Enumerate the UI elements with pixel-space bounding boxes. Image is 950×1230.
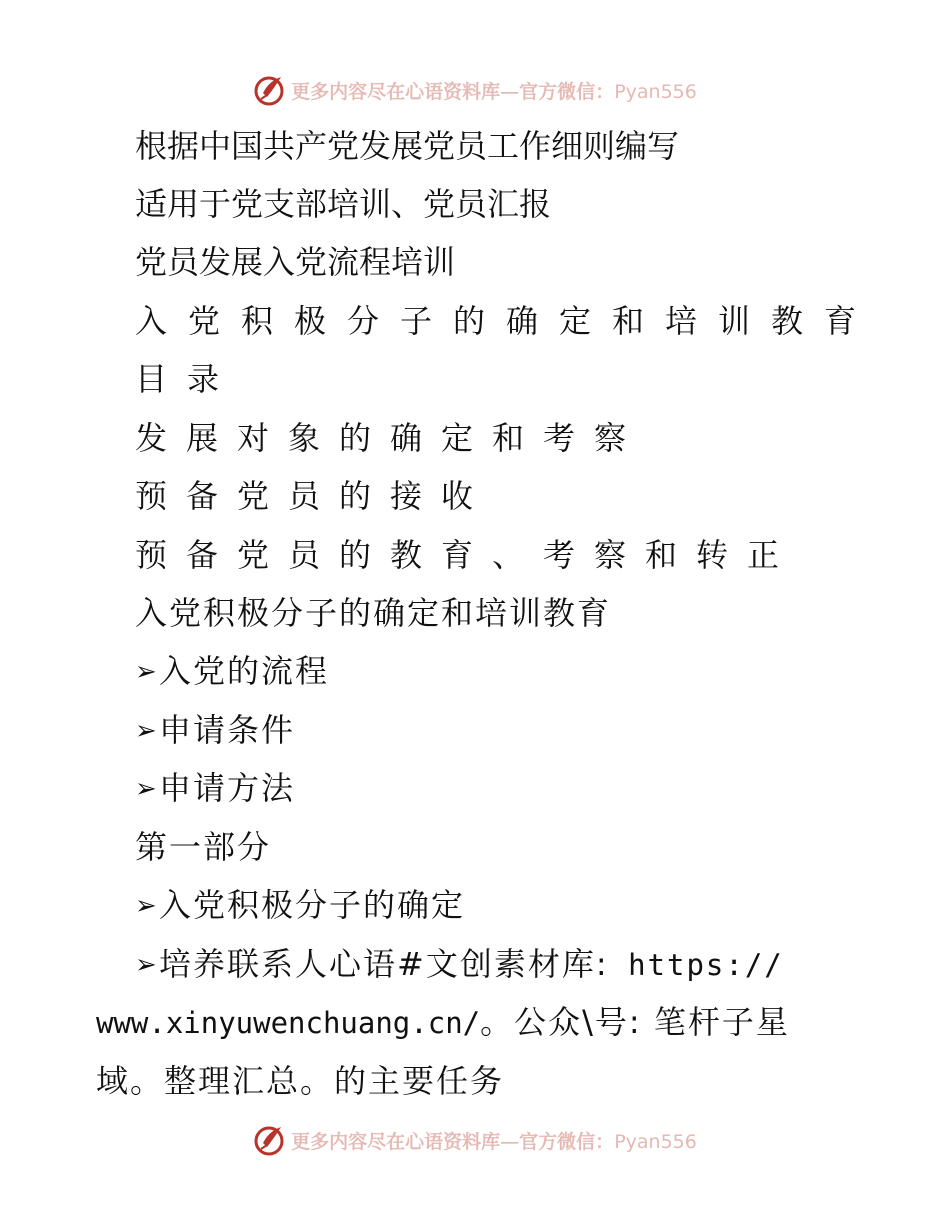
doc-line-6: 发展对象的确定和考察 [135,419,646,457]
doc-line-7: 预备党员的接收 [135,477,493,515]
doc-line-5: 目录 [135,360,240,398]
doc-line-1: 根据中国共产党发展党员工作细则编写 [135,127,680,165]
arrow-bullet-icon: ➢ [135,716,159,746]
arrow-bullet-icon: ➢ [135,774,159,804]
doc-line-13: 第一部分 [135,828,272,866]
watermark-text: 更多内容尽在心语资料库—官方微信：Pyan556 [291,1130,697,1153]
doc-line-9: 入党积极分子的确定和培训教育 [135,594,612,632]
bullet-item: ➢申请方法 [135,769,296,807]
footer-watermark [0,1120,950,1160]
bullet-item: ➢入党的流程 [135,652,330,690]
arrow-bullet-icon: ➢ [135,891,159,921]
doc-line-8: 预备党员的教育、考察和转正 [135,536,799,574]
bullet-item: ➢培养联系人心语#文创素材库: https:// [135,945,784,983]
website-link[interactable]: www.xinyuwenchuang.cn/ [96,1006,481,1040]
brush-seal-icon [253,73,287,107]
doc-line-16: www.xinyuwenchuang.cn/。公众\号: 笔杆子星 [96,1003,790,1041]
arrow-bullet-icon: ➢ [135,657,159,687]
header-watermark [0,70,950,110]
bullet-item: ➢入党积极分子的确定 [135,886,466,924]
brush-seal-icon [253,1123,287,1157]
doc-line-2: 适用于党支部培训、党员汇报 [135,185,552,223]
watermark-text: 更多内容尽在心语资料库—官方微信：Pyan556 [291,80,697,103]
bullet-item: ➢申请条件 [135,711,296,749]
doc-line-3: 党员发展入党流程培训 [135,243,456,281]
arrow-bullet-icon: ➢ [135,950,159,980]
doc-line-17: 域。整理汇总。的主要任务 [96,1062,505,1100]
doc-line-4: 入党积极分子的确定和培训教育 [135,302,878,340]
